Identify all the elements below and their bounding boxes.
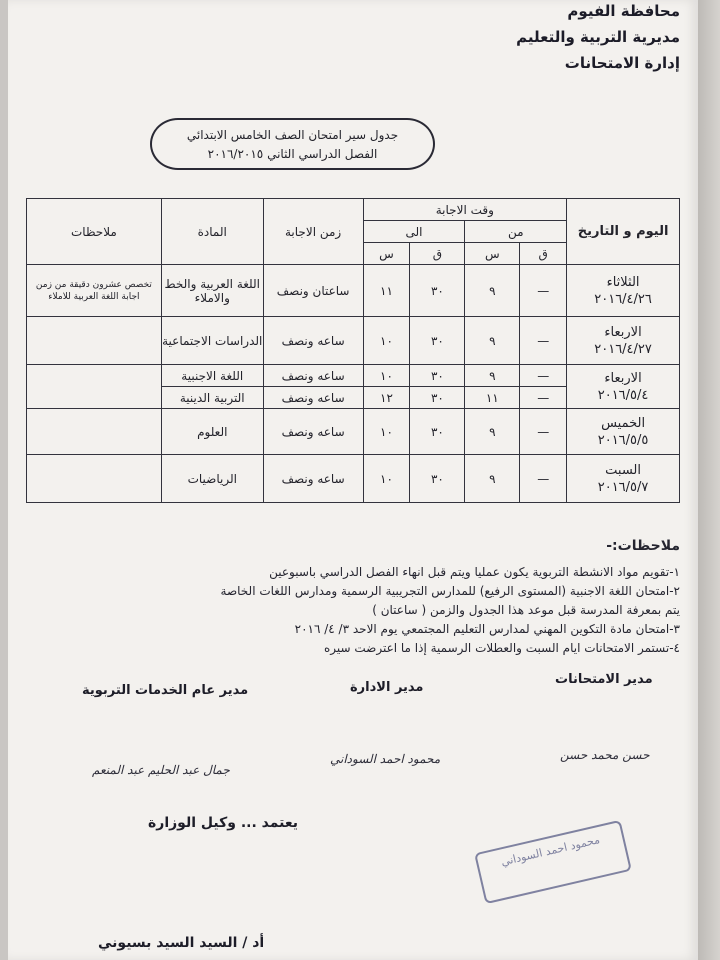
header-to: الى	[363, 221, 465, 243]
from-minute-cell: —	[520, 387, 567, 409]
subject-cell: الرياضيات	[161, 455, 263, 503]
header-day-date: اليوم و التاريخ	[567, 199, 680, 265]
from-hour-cell: ٩	[465, 455, 520, 503]
to-minute-cell: ٣٠	[410, 365, 465, 387]
duration-cell: ساعتان ونصف	[263, 265, 363, 317]
remark-cell	[27, 365, 162, 409]
to-minute-cell: ٣٠	[410, 387, 465, 409]
duration-cell: ساعه ونصف	[263, 365, 363, 387]
title-line-2: الفصل الدراسي الثاني ٢٠١٦/٢٠١٥	[207, 147, 378, 161]
notes-heading: ملاحظات:-	[606, 538, 680, 554]
to-minute-cell: ٣٠	[410, 409, 465, 455]
page-edge	[698, 0, 720, 960]
to-minute-cell: ٣٠	[410, 455, 465, 503]
subject-cell: اللغة الاجنبية	[161, 365, 263, 387]
services-director-signature: جمال عبد الحليم عبد المنعم	[92, 763, 230, 777]
table-row	[27, 365, 680, 387]
day-date-cell: الخميس ٢٠١٦/٥/٥	[567, 409, 680, 455]
day-date-cell: الاربعاء ٢٠١٦/٤/٢٧	[567, 317, 680, 365]
note-item: ١-تقويم مواد الانشطة التربوية يكون عمليا ويتم قبل انهاء الفصل الدراسي باسبوعين	[269, 565, 680, 579]
duration-cell: ساعه ونصف	[263, 317, 363, 365]
from-hour-cell: ٩	[465, 365, 520, 387]
remark-cell	[27, 317, 162, 365]
note-item: يتم بمعرفة المدرسة قبل موعد هذا الجدول والزمن ( ساعتان )	[372, 603, 680, 617]
table-row	[27, 409, 680, 455]
remark-cell: تخصص عشرون دقيقة من زمن اجابة اللغة العربية للاملاء	[27, 265, 162, 317]
header-duration: زمن الاجابة	[263, 199, 363, 265]
exams-director-signature: حسن محمد حسن	[560, 748, 650, 762]
subject-cell: اللغة العربية والخط والاملاء	[161, 265, 263, 317]
day-date-cell: السبت ٢٠١٦/٥/٧	[567, 455, 680, 503]
subject-cell: التربية الدينية	[161, 387, 263, 409]
header-governorate: محافظة الفيوم	[567, 2, 680, 20]
from-minute-cell: —	[520, 365, 567, 387]
from-minute-cell: —	[520, 455, 567, 503]
from-minute-cell: —	[520, 409, 567, 455]
to-hour-cell: ١١	[363, 265, 410, 317]
to-hour-cell: ١٠	[363, 455, 410, 503]
from-minute-cell: —	[520, 317, 567, 365]
remark-cell	[27, 409, 162, 455]
table-row	[27, 455, 680, 503]
header-exams-admin: إدارة الامتحانات	[564, 54, 680, 72]
exams-director-title: مدير الامتحانات	[555, 672, 653, 687]
document-title	[150, 118, 435, 170]
note-item: ٣-امتحان مادة التكوين المهني لمدارس التعليم المجتمعي يوم الاحد ٣/ ٤/ ٢٠١٦	[294, 622, 680, 636]
to-hour-cell: ١٢	[363, 387, 410, 409]
stamp-text: محمود احمد السوداني	[499, 833, 602, 869]
header-from: من	[465, 221, 567, 243]
from-minute-cell: —	[520, 265, 567, 317]
header-directorate: مديرية التربية والتعليم	[516, 28, 680, 46]
from-hour-cell: ٩	[465, 409, 520, 455]
table-row	[27, 265, 680, 317]
day-date-cell: الاربعاء ٢٠١٦/٥/٤	[567, 365, 680, 409]
header-from-minute: ق	[520, 243, 567, 265]
duration-cell: ساعه ونصف	[263, 455, 363, 503]
duration-cell: ساعه ونصف	[263, 409, 363, 455]
duration-cell: ساعه ونصف	[263, 387, 363, 409]
admin-director-title: مدير الادارة	[350, 680, 424, 695]
exam-schedule-table	[26, 198, 680, 503]
day-date-cell: الثلاثاء ٢٠١٦/٤/٢٦	[567, 265, 680, 317]
note-item: ٢-امتحان اللغة الاجنبية (المستوى الرفيع) للمدارس التجريبية الرسمية ومدارس اللغات الخاصة	[220, 584, 680, 598]
header-exam-time: وقت الاجابة	[363, 199, 567, 221]
admin-director-signature: محمود احمد السوداني	[330, 752, 441, 766]
header-to-hour: س	[363, 243, 410, 265]
to-hour-cell: ١٠	[363, 409, 410, 455]
to-minute-cell: ٣٠	[410, 317, 465, 365]
services-director-title: مدير عام الخدمات التربوية	[82, 683, 249, 698]
header-from-hour: س	[465, 243, 520, 265]
title-line-1: جدول سير امتحان الصف الخامس الابتدائي	[186, 128, 399, 142]
from-hour-cell: ٩	[465, 265, 520, 317]
to-hour-cell: ١٠	[363, 365, 410, 387]
approval-line: يعتمد ... وكيل الوزارة	[148, 815, 298, 831]
table-row	[27, 317, 680, 365]
header-to-minute: ق	[410, 243, 465, 265]
header-subject: المادة	[161, 199, 263, 265]
note-item: ٤-تستمر الامتحانات ايام السبت والعطلات الرسمية إذا ما اعترضت سيره	[323, 641, 680, 655]
to-hour-cell: ١٠	[363, 317, 410, 365]
subject-cell: العلوم	[161, 409, 263, 455]
undersecretary-name: أد / السيد السيد بسيوني	[98, 935, 265, 951]
from-hour-cell: ١١	[465, 387, 520, 409]
remark-cell	[27, 455, 162, 503]
header-remarks: ملاحظات	[27, 199, 162, 265]
subject-cell: الدراسات الاجتماعية	[161, 317, 263, 365]
to-minute-cell: ٣٠	[410, 265, 465, 317]
from-hour-cell: ٩	[465, 317, 520, 365]
